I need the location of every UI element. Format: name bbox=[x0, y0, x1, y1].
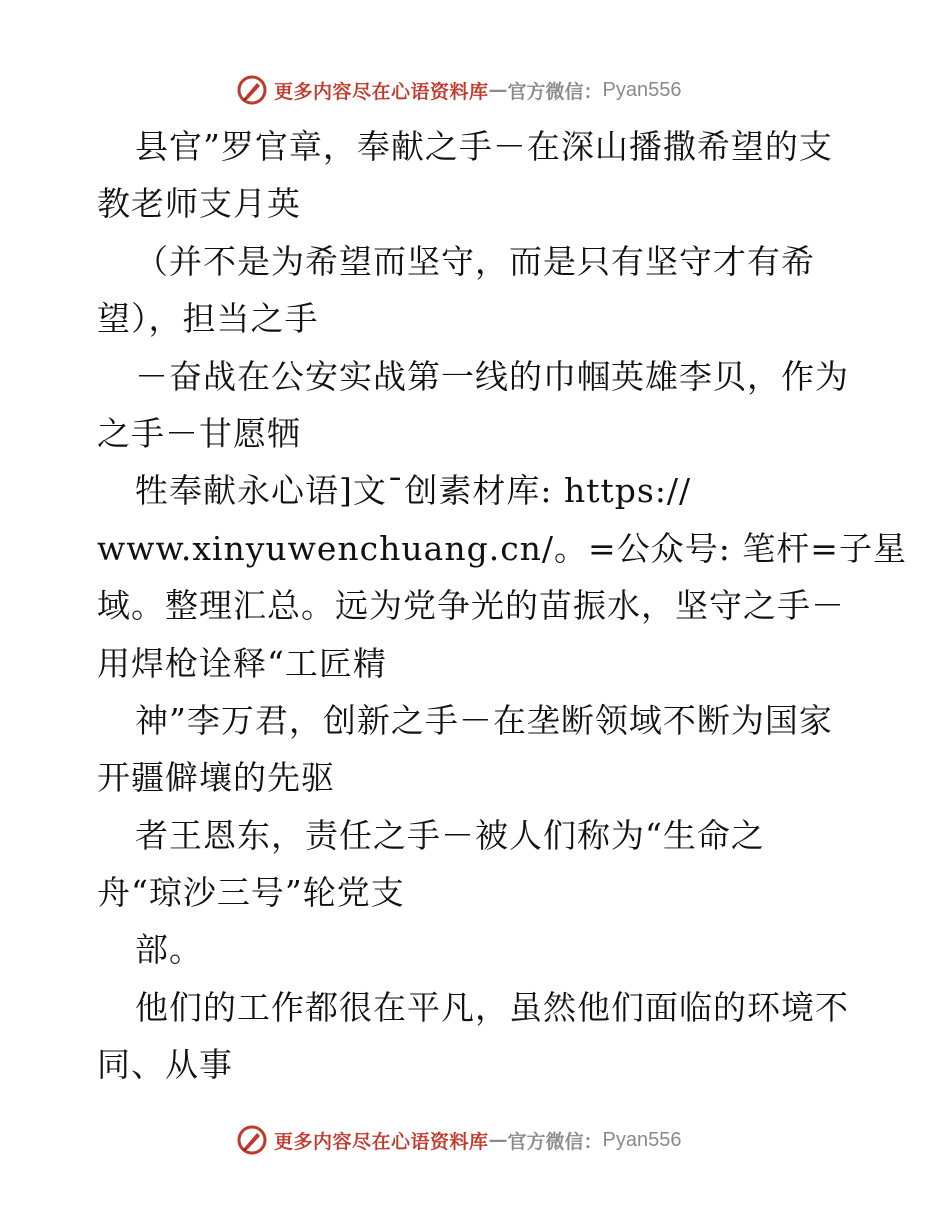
watermark-wechat-label: 官方微信： bbox=[507, 1130, 603, 1153]
text-line: 县官”罗官章，奉献之手－在深山播撒希望的支 bbox=[135, 127, 833, 166]
watermark-wechat-id: Pyan556 bbox=[602, 78, 682, 101]
text-line: 者王恩东，责任之手－被人们称为“生命之 bbox=[135, 815, 765, 855]
text-line: 牲奉献永心语]文¯创素材库: https:// bbox=[135, 471, 692, 511]
text-line: 之手－甘愿牺 bbox=[97, 413, 301, 453]
watermark-brand: 更多内容尽在心语资料库 bbox=[274, 1130, 489, 1153]
footer-watermark bbox=[236, 1120, 716, 1160]
watermark-dash: — bbox=[488, 1129, 508, 1151]
text-line: 舟“琼沙三号”轮党支 bbox=[97, 873, 405, 913]
text-line: 开疆僻壤的先驱 bbox=[97, 758, 335, 798]
watermark-wechat-id: Pyan556 bbox=[602, 1128, 682, 1151]
body-text bbox=[97, 118, 907, 1094]
pen-logo-icon bbox=[236, 1124, 268, 1156]
text-line: 用焊枪诠释“工匠精 bbox=[97, 643, 387, 683]
header-watermark bbox=[236, 70, 716, 110]
text-line: －奋战在公安实战第一线的巾帼英雄李贝，作为 bbox=[135, 356, 849, 396]
watermark-brand: 更多内容尽在心语资料库 bbox=[274, 80, 489, 103]
text-line: 他们的工作都很在平凡，虽然他们面临的环境不 bbox=[135, 987, 849, 1027]
text-line: 望），担当之手 bbox=[97, 299, 319, 339]
text-line: （并不是为希望而坚守，而是只有坚守才有希 bbox=[135, 241, 815, 281]
text-line: 神”李万君，创新之手－在垄断领域不断为国家 bbox=[135, 700, 833, 740]
watermark-wechat-label: 官方微信： bbox=[507, 80, 603, 103]
text-line: 同、从事 bbox=[97, 1045, 233, 1085]
text-line: 教老师支月英 bbox=[97, 184, 301, 224]
text-line: www.xinyuwenchuang.cn/。=公众号: 笔杆=子星 bbox=[97, 528, 907, 568]
text-line: 部。 bbox=[135, 930, 203, 970]
watermark-dash: — bbox=[488, 79, 508, 101]
pen-logo-icon bbox=[236, 74, 268, 106]
text-line: 域。整理汇总。远为党争光的苗振水，坚守之手－ bbox=[97, 586, 845, 626]
